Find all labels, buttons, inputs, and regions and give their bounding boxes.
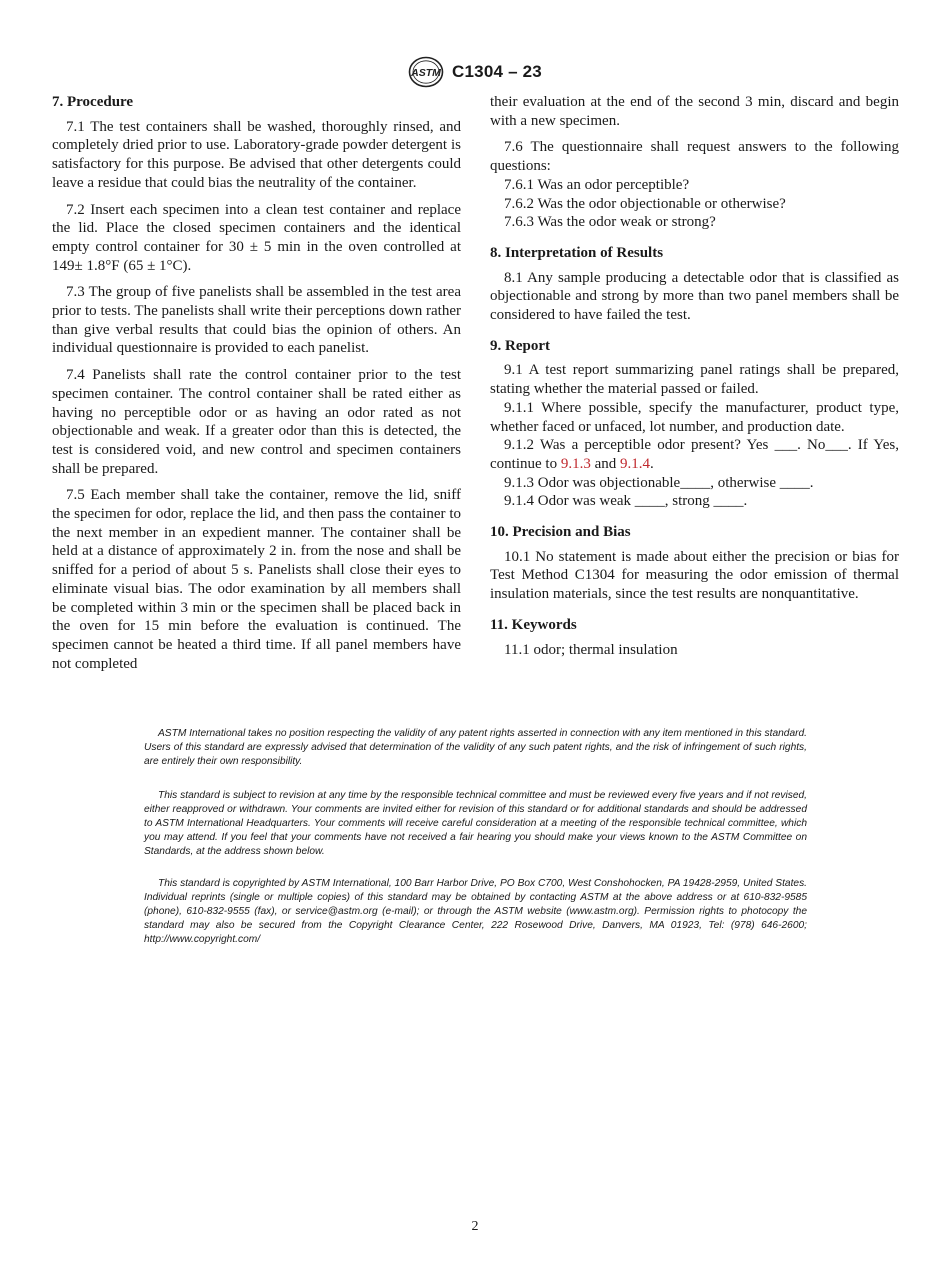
- revision-notice: [144, 789, 807, 859]
- page-header: [0, 56, 950, 93]
- paragraph-9-1-2-text: 9.1.2 Was a perceptible odor present? Yes ___. No___. If Yes, continue to: [490, 437, 899, 472]
- question-7-6-1: 7.6.1 Was an odor perceptible?: [504, 176, 690, 193]
- paragraph-8-1: 8.1 Any sample producing a detectable odor that is classified as objectionable and strong by more than two panel members shall be considered to have failed the test.: [490, 269, 899, 324]
- section-10-heading: 10. Precision and Bias: [490, 524, 631, 541]
- paragraph-11-1: 11.1 odor; thermal insulation: [504, 641, 678, 658]
- copyright-notice-text: This standard is copyrighted by ASTM International, 100 Barr Harbor Drive, PO Box C700, West Conshohocken, PA 19428-2959, United States. Individual reprints (single or multiple copies) of this standard may be obtained by contacting ASTM at the above address or at 610-832-9585 (phone), 610-832-9555 (fax), or service@astm.org (e-mail); or through the ASTM website (www.astm.org). Permission rights to photocopy the standard may also be secured from the Copyright Clearance Center, 222 Rosewood Drive, Danvers, MA 01923, Tel: (978) 646-2600; http://www.copyright.com/: [144, 878, 807, 945]
- page-number: 2: [471, 1219, 479, 1234]
- standard-designation: C1304 – 23: [452, 62, 542, 81]
- svg-text:ASTM: ASTM: [411, 67, 441, 79]
- paragraph-9-1-2: [490, 436, 899, 473]
- patent-notice: [144, 727, 807, 769]
- section-9-heading: 9. Report: [490, 337, 550, 354]
- paragraph-10-1: 10.1 No statement is made about either the precision or bias for Test Method C1304 for measuring the odor emission of thermal insulation materials, since the test results are nonquantitative.: [490, 548, 899, 603]
- left-column: [52, 93, 461, 673]
- section-11-heading: 11. Keywords: [490, 616, 577, 633]
- paragraph-9-1-4: 9.1.4 Odor was weak ____, strong ____.: [504, 493, 748, 510]
- xref-9-1-3-link[interactable]: 9.1.3: [560, 455, 591, 472]
- section-8-heading: 8. Interpretation of Results: [490, 244, 664, 261]
- revision-notice-text: This standard is subject to revision at any time by the responsible technical committee and must be reviewed every five years and if not revised, either reapproved or withdrawn. Your comments are invited either for revision of this standard or for additional standards and should be addressed to ASTM International Headquarters. Your comments will receive careful consideration at a meeting of the responsible technical committee, which you may attend. If you feel that your comments have not received a fair hearing you should make your views known to the ASTM Committee on Standards, at the address shown below.: [144, 790, 807, 857]
- paragraph-7-6: 7.6 The questionnaire shall request answers to the following questions:: [490, 139, 899, 175]
- question-7-6-2: 7.6.2 Was the odor objectionable or otherwise?: [504, 195, 786, 212]
- paragraph-7-1: 7.1 The test containers shall be washed, thoroughly rinsed, and completely dried prior to use. Laboratory-grade powder detergent is satisfactory for this purpose. Be advised that other detergents could leave a residue that could bias the neutrality of the container.: [52, 118, 461, 191]
- right-column: [490, 93, 899, 667]
- astm-logo-icon: [408, 56, 444, 88]
- paragraph-7-5: 7.5 Each member shall take the container, remove the lid, sniff the specimen for odor, replace the lid, and then pass the container to the next member in an expedient manner. The container shall be held at a distance of approximately 2 in. from the nose and shall be sniffed for a period of about 5 s. Panelists shall close their eyes to eliminate visual bias. The odor examination by all members shall be completed within 3 min or the specimen shall be placed back in the oven for 15 min before the evaluation is continued. The specimen cannot be heated a third time. If all panel members have not completed: [52, 487, 461, 672]
- paragraph-9-1: 9.1 A test report summarizing panel ratings shall be prepared, stating whether the material passed or failed.: [490, 362, 899, 398]
- patent-notice-text: ASTM International takes no position respecting the validity of any patent rights asserted in connection with any item mentioned in this standard. Users of this standard are expressly advised that determination of the validity of any such patent rights, and the risk of infringement of such rights, are entirely their own responsibility.: [144, 728, 807, 767]
- paragraph-7-5-continued: their evaluation at the end of the second 3 min, discard and begin with a new specimen.: [490, 94, 899, 129]
- paragraph-9-1-3: 9.1.3 Odor was objectionable____, otherwise ____.: [504, 474, 814, 491]
- question-7-6-3: 7.6.3 Was the odor weak or strong?: [504, 214, 716, 231]
- paragraph-7-4: 7.4 Panelists shall rate the control container prior to the test specimen container. The control container shall be rated either as having no perceptible odor or as having an odor rated as not objectionable and weak. If a greater odor than this is detected, the test is considered void, and new control and specimen containers shall be prepared.: [52, 367, 461, 477]
- copyright-notice: [144, 877, 807, 947]
- xref-9-1-4-link[interactable]: 9.1.4: [620, 455, 650, 472]
- paragraph-9-1-2-end: .: [650, 455, 654, 472]
- paragraph-7-2: 7.2 Insert each specimen into a clean test container and replace the lid. Place the closed specimen containers and the identical empty control container for 30 ± 5 min in the oven controlled at 149± 1.8°F (65 ± 1°C).: [52, 201, 461, 274]
- paragraph-9-1-1: 9.1.1 Where possible, specify the manufacturer, product type, whether faced or unfaced, lot number, and production date.: [490, 399, 899, 435]
- paragraph-9-1-2-and: and: [590, 455, 620, 472]
- section-7-heading: 7. Procedure: [52, 94, 134, 110]
- paragraph-7-3: 7.3 The group of five panelists shall be assembled in the test area prior to tests. The panelists shall write their perceptions down rather than give verbal results that could bias the opinion of others. An individual questionnaire is provided to each panelist.: [52, 284, 461, 357]
